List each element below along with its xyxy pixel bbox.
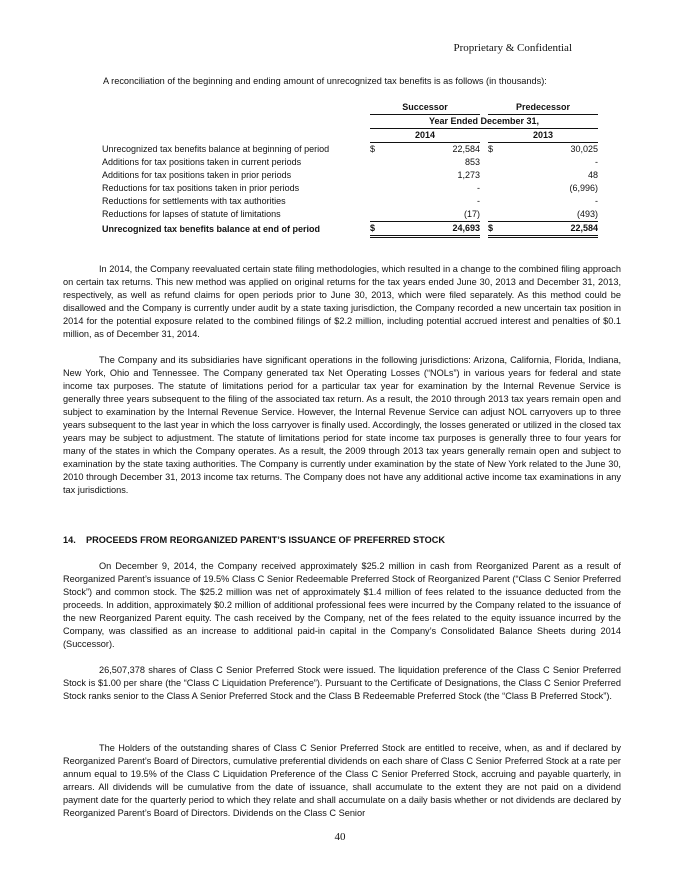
- value-2014: 22,584: [452, 144, 480, 154]
- successor-header: Successor: [370, 101, 480, 115]
- currency-symbol: $: [370, 144, 376, 154]
- paragraph-state-filing: In 2014, the Company reevaluated certain state filing methodologies, which resulted in a change to the combined filing approach on certain tax returns. This new method was applied on original returns for the tax years ended June 30, 2013 and December 31, 2013, respectively, as well as refund claims for open periods prior to June 30, 2013, which were filed separately. As this method could be disallowed and the Company is currently under audit by a state taxing jurisdiction, the Company recorded a new uncertain tax position in 2014 for the potential exposure related to the combined filings of $2.2 million, including potential accrued interest and penalties of $0.1 million, as of December 31, 2014.: [63, 264, 621, 339]
- value-2014: -: [477, 183, 480, 193]
- tax-benefits-table: [102, 101, 598, 238]
- value-2013: -: [595, 196, 598, 206]
- row-label: Reductions for lapses of statute of limitations: [102, 209, 281, 220]
- section-heading: 14. PROCEEDS FROM REORGANIZED PARENT’S ISSUANCE OF PREFERRED STOCK: [63, 535, 446, 545]
- period-header: Year Ended December 31,: [370, 115, 598, 129]
- row-label: Reductions for settlements with tax authorities: [102, 196, 286, 206]
- currency-symbol: $: [488, 144, 494, 154]
- table-row: [102, 143, 598, 157]
- currency-symbol: $: [488, 222, 500, 237]
- value-2013: (6,996): [569, 183, 598, 193]
- table-header-row: [102, 115, 598, 129]
- value-2013: 30,025: [570, 144, 598, 154]
- table-header-row: [102, 129, 598, 143]
- paragraph-jurisdictions: The Company and its subsidiaries have significant operations in the following jurisdictions: Arizona, California, Florida, Indiana, New York, Ohio and Tennessee. The Company generated tax Net Operating Losses (“NOLs”) in various years for federal and state income tax purposes. The statute of limitations period for a particular tax year for examination by the Internal Revenue Service is generally three years subsequent to the filing of the associated tax return. As a result, the 2010 through 2013 tax years remain open and subject to examination by the Internal Revenue Service. However, the Internal Revenue Service can adjust NOL carryovers up to three years subsequent to the last year in which the loss carryover is finally used. Accordingly, the losses generated or utilized in the closed tax years may be subject to adjustment. The statute of limitations period for state income tax purposes is generally three to four years for many of the states in which the Company operates. As a result, the 2009 through 2013 tax years generally remain open and subject to examination by the state taxing authorities. The Company is currently under examination by the state of New York related to the June 30, 2010 through December 31, 2013 income tax returns. The Company does not have any additional active income tax examinations in any tax jurisdictions.: [63, 355, 621, 495]
- value-2014: 1,273: [457, 170, 480, 180]
- table-total-row: [102, 222, 598, 237]
- row-label: Unrecognized tax benefits balance at beginning of period: [102, 143, 330, 154]
- row-label: Reductions for tax positions taken in prior periods: [102, 183, 300, 193]
- table-row: [102, 156, 598, 169]
- value-2014: -: [477, 196, 480, 206]
- table-row: [102, 208, 598, 222]
- reconciliation-intro: A reconciliation of the beginning and ending amount of unrecognized tax benefits is as follows (in thousands):: [103, 76, 547, 86]
- value-2013: (493): [576, 209, 598, 219]
- value-2014: 853: [464, 157, 480, 167]
- paragraph-shares-issued: 26,507,378 shares of Class C Senior Preferred Stock were issued. The liquidation preference of the Class C Senior Preferred Stock is $1.00 per share (the “Class C Liquidation Preference”). Pursuant to the Certificate of Designations, the Class C Senior Preferred Stock ranks senior to the Class A Senior Preferred Stock and the Class B Redeemable Preferred Stock (the “Class B Preferred Stock”).: [63, 665, 621, 701]
- total-2013: 22,584: [500, 222, 598, 237]
- paragraph-proceeds: On December 9, 2014, the Company received approximately $25.2 million in cash from Reorganized Parent as a result of Reorganized Parent’s issuance of 19.5% Class C Senior Redeemable Preferred Stock of Reorganized Parent (“Class C Senior Preferred Stock”) and common stock. The $25.2 million was net of approximately $1.4 million of fees related to the issuance deducted from the proceeds. In addition, approximately $0.2 million of additional professional fees were incurred by the Company related to the issuance of the new Reorganized Parent equity. The cash received by the Company, net of the fees related to the equity issuance incurred by the Company, was classified as an increase to additional paid-in capital in the Company’s Consolidated Balance Sheets during 2014 (Successor).: [63, 561, 621, 649]
- value-2014: (17): [463, 209, 480, 219]
- currency-symbol: $: [370, 222, 382, 237]
- table-header-row: [102, 101, 598, 115]
- page-number: 40: [334, 831, 346, 843]
- row-label: Additions for tax positions taken in current periods: [102, 157, 302, 167]
- value-2013: -: [595, 157, 598, 167]
- table-row: [102, 195, 598, 208]
- value-2013: 48: [587, 170, 598, 180]
- year-2013-header: 2013: [488, 129, 598, 143]
- row-label: Additions for tax positions taken in prior periods: [102, 170, 292, 180]
- total-2014: 24,693: [382, 222, 480, 237]
- table-row: [102, 169, 598, 182]
- total-label: Unrecognized tax benefits balance at end of period: [102, 223, 321, 234]
- confidential-header: Proprietary & Confidential: [453, 42, 572, 54]
- paragraph-dividends: The Holders of the outstanding shares of Class C Senior Preferred Stock are entitled to receive, when, as and if declared by Reorganized Parent’s Board of Directors, cumulative preferential dividends on each share of Class C Senior Preferred Stock at a rate per annum equal to 19.5% of the Class C Liquidation Preference of the Class C Senior Preferred Stock, accruing and payable quarterly, in arrears. All dividends will be cumulative from the date of issuance, shall accumulate to the extent they are not paid on a dividend payment date for the quarterly period to which they relate and shall accumulate on a daily basis whether or not dividends are declared by Reorganized Parent’s Board of Directors. Dividends on the Class C Senior: [63, 743, 621, 818]
- year-2014-header: 2014: [370, 129, 480, 143]
- table-row: [102, 182, 598, 195]
- predecessor-header: Predecessor: [488, 101, 598, 115]
